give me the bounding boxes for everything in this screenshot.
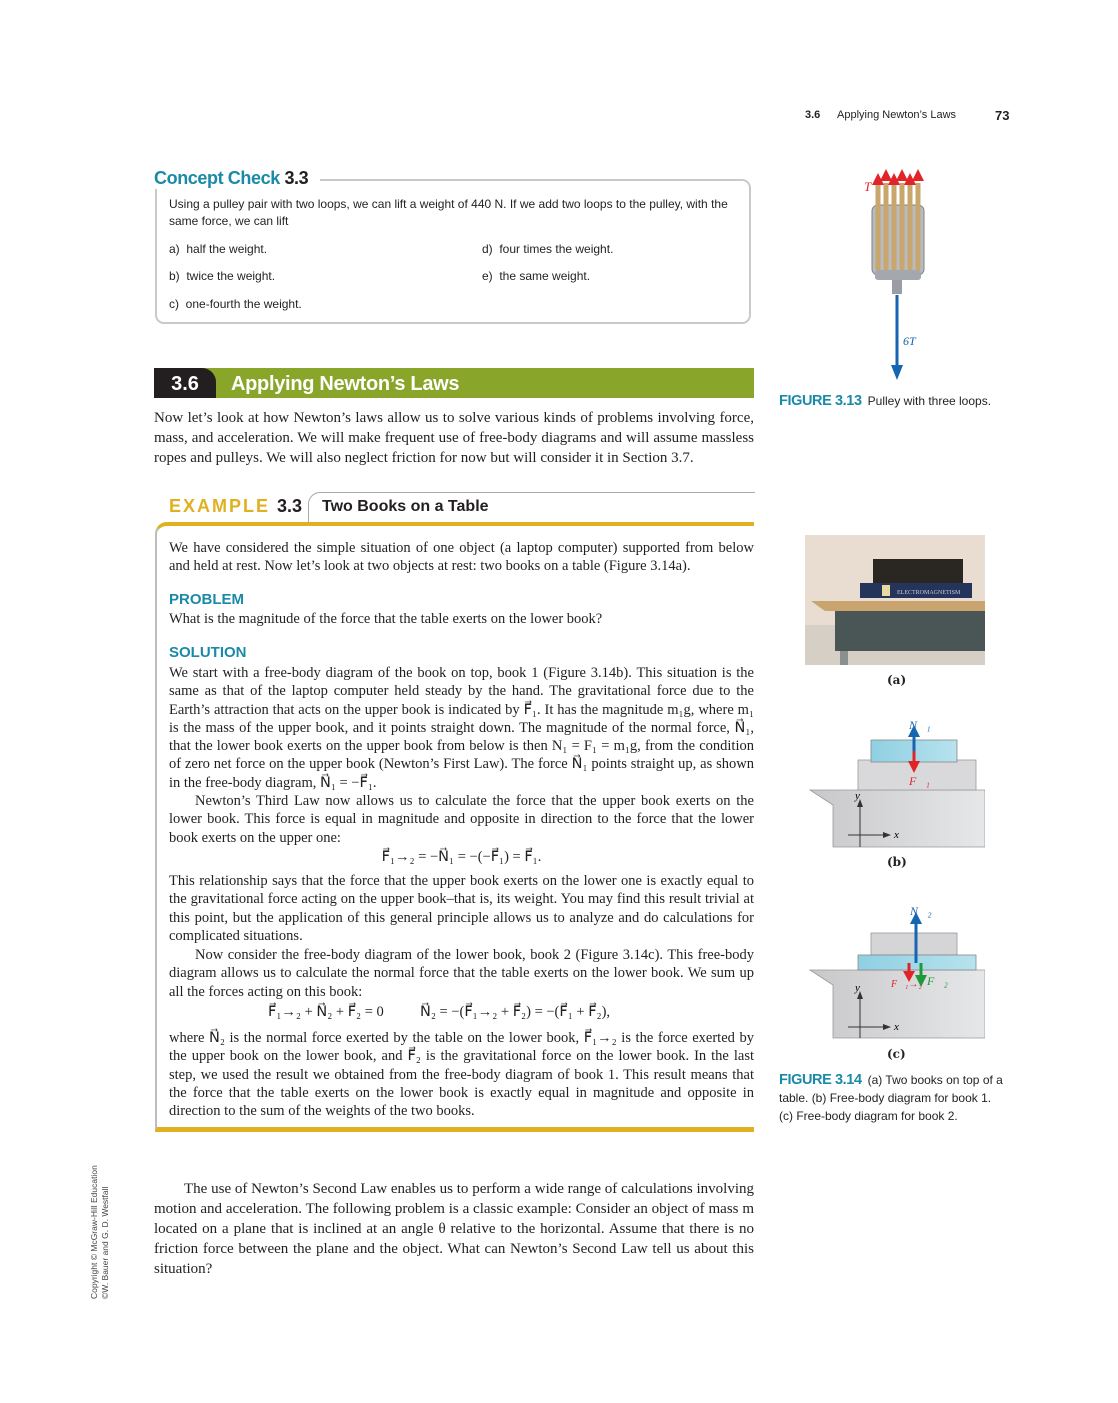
figure-3-13-caption — [779, 392, 991, 410]
option-text: half the weight. — [186, 242, 268, 256]
option-letter: d) — [482, 242, 493, 256]
option-letter: a) — [169, 242, 180, 256]
equation-force-sum: F⃗₁→₂ + N⃗₂ + F⃗₂ = 0 — [268, 1004, 384, 1020]
y-axis-label: y — [855, 982, 860, 994]
x-axis-label: x — [894, 1021, 899, 1033]
pulley-figure — [850, 165, 960, 385]
running-head-title: Applying Newton’s Laws — [837, 109, 957, 121]
equation-normal-force: N⃗₂ = −(F⃗₁→₂ + F⃗₂) = −(F⃗₁ + F⃗₂), — [420, 1004, 611, 1020]
load-arrow — [891, 295, 903, 380]
concept-check-number: 3.3 — [284, 168, 309, 188]
page-number: 73 — [995, 108, 1010, 123]
load-label: 6T⃗ — [903, 334, 926, 348]
option-letter: b) — [169, 269, 180, 283]
option-e — [482, 269, 590, 283]
figure-caption-text: (a) Two books on top of a table. (b) Free-body diagram for book 1. (c) Free-body diagram for book 2. — [779, 1073, 1003, 1123]
books-on-table-photo — [805, 535, 985, 665]
concept-check-title — [150, 168, 320, 189]
option-letter: c) — [169, 297, 179, 311]
table-top — [811, 601, 985, 611]
option-a — [169, 242, 267, 256]
concept-check-question: Using a pulley pair with two loops, we can lift a weight of 440 N. If we add two loops to the pulley, with the same force, we can lift — [169, 197, 728, 228]
running-head-section: 3.6 — [805, 109, 821, 121]
option-text: four times the weight. — [499, 242, 614, 256]
book-spine-title: ELECTROMAGNETISM — [897, 590, 961, 596]
upper-book-shape — [871, 933, 957, 955]
solution-paragraph-2: Newton’s Third Law now allows us to calculate the force that the upper book exerts on the lower book. This force is equal in magnitude and opposite in direction to the force that the lower book exerts on the upper one: — [169, 793, 754, 846]
free-body-diagram-book-2 — [805, 895, 985, 1040]
example-number: 3.3 — [277, 496, 303, 516]
solution-paragraph-5: where N⃗₂ is the normal force exerted by the table on the lower book, F⃗₁→₂ is the force exerted by the upper book on the lower book, and F⃗₂ is the gravitational force on the lower book. In the last step, we used the result we obtained from the free-body diagram of book 1. This result means that the force that the table exerts on the lower book is exactly equal in magnitude and opposite in direction to the sum of the weights of the two books. — [169, 1030, 754, 1120]
figure-label: FIGURE 3.14 — [779, 1072, 862, 1088]
problem-text: What is the magnitude of the force that the table exerts on the lower book? — [169, 611, 603, 627]
subfigure-b-label: (b) — [887, 855, 907, 869]
copyright-line-1: Copyright © McGraw-Hill Education — [89, 1165, 99, 1299]
figure-3-14-caption — [779, 1071, 1004, 1125]
x-axis-label: x — [894, 829, 899, 841]
option-text: the same weight. — [499, 269, 591, 283]
subfigure-a-label: (a) — [887, 673, 907, 687]
solution-paragraph-3: This relationship says that the force that the upper book exerts on the lower one is exactly equal to the gravitational force acting on the upper book–that is, its weight. You may find this result trivial at this point, but the application of this general principle allows us to analyze and do calculations for complicated situations. — [169, 873, 754, 944]
tension-label: T⃗ — [864, 179, 882, 194]
section-title: Applying Newton’s Laws — [231, 373, 460, 395]
normal-force-label: N⃗₁ — [909, 718, 931, 732]
example-label — [169, 496, 302, 517]
y-axis-label: y — [855, 790, 860, 802]
copyright-line-2: ©W. Bauer and G. D. Westfall — [100, 1186, 110, 1299]
section-header-bar — [154, 368, 754, 398]
example-label-text: EXAMPLE — [169, 496, 271, 516]
normal-force-label: N⃗₂ — [910, 904, 932, 918]
free-body-diagram-book-1 — [805, 715, 985, 850]
closing-paragraph: The use of Newton’s Second Law enables us to perform a wide range of calculations involving motion and acceleration. The following problem is a classic example: Consider an object of mass m located on a plane that is inclined at an angle θ relative to the horizontal. Assume that there is no friction force between the plane and the object. What can Newton’s Second Law tell us about this situation? — [154, 1181, 754, 1277]
option-d — [482, 242, 613, 256]
option-c — [169, 297, 302, 311]
upper-book — [873, 559, 963, 583]
option-text: twice the weight. — [186, 269, 276, 283]
option-text: one-fourth the weight. — [185, 297, 302, 311]
copyright-notice — [89, 1139, 111, 1299]
gravity-label: F⃗₁ — [909, 774, 930, 788]
gravity-label: F⃗₂ — [927, 974, 948, 988]
concept-check-label: Concept Check — [154, 168, 280, 188]
option-b — [169, 269, 275, 283]
subfigure-c-label: (c) — [887, 1047, 906, 1061]
option-letter: e) — [482, 269, 493, 283]
example-intro: We have considered the simple situation of one object (a laptop computer) supported from below and held at rest. Now let’s look at two objects at rest: two books on a table (Figure 3.14a). — [169, 540, 754, 575]
figure-label: FIGURE 3.13 — [779, 393, 862, 409]
problem-heading: PROBLEM — [169, 591, 244, 608]
force-1-on-2-label: F⃗₁→₂ — [891, 979, 922, 990]
solution-paragraph-1: We start with a free-body diagram of the book on top, book 1 (Figure 3.14b). This situation is the same as that of the laptop computer held steady by the hand. The gravitational force due to the Earth’s attraction that acts on the upper book is indicated by F⃗₁. It has the magnitude m₁g, where m₁ is the mass of the upper book, and it points straight down. The magnitude of the normal force, N⃗₁, that the lower book exerts on the upper book from below is then N₁ = F₁ = m₁g, from the condition of zero net force on the upper book (Newton’s First Law). The force N⃗₁ points straight up, as shown in the free-body diagram, N⃗₁ = −F⃗₁. — [169, 665, 754, 791]
solution-paragraph-4: Now consider the free-body diagram of the lower book, book 2 (Figure 3.14c). This free-body diagram allows us to calculate the normal force that the table exerts on the lower book. We sum up all the forces acting on this book: — [169, 947, 754, 1000]
equation-newton-third-law: F⃗₁→₂ = −N⃗₁ = −(−F⃗₁) = F⃗₁. — [381, 849, 542, 865]
solution-heading: SOLUTION — [169, 644, 247, 661]
section-number: 3.6 — [154, 368, 216, 398]
figure-caption-text: Pulley with three loops. — [867, 394, 992, 408]
example-title: Two Books on a Table — [322, 498, 489, 515]
section-intro: Now let’s look at how Newton’s laws allow us to solve various kinds of problems involving force, mass, and acceleration. We will make frequent use of free-body diagrams and will assume massless ropes and pulleys. We will also neglect friction for now but will consider it in Section 3.7. — [154, 410, 754, 466]
